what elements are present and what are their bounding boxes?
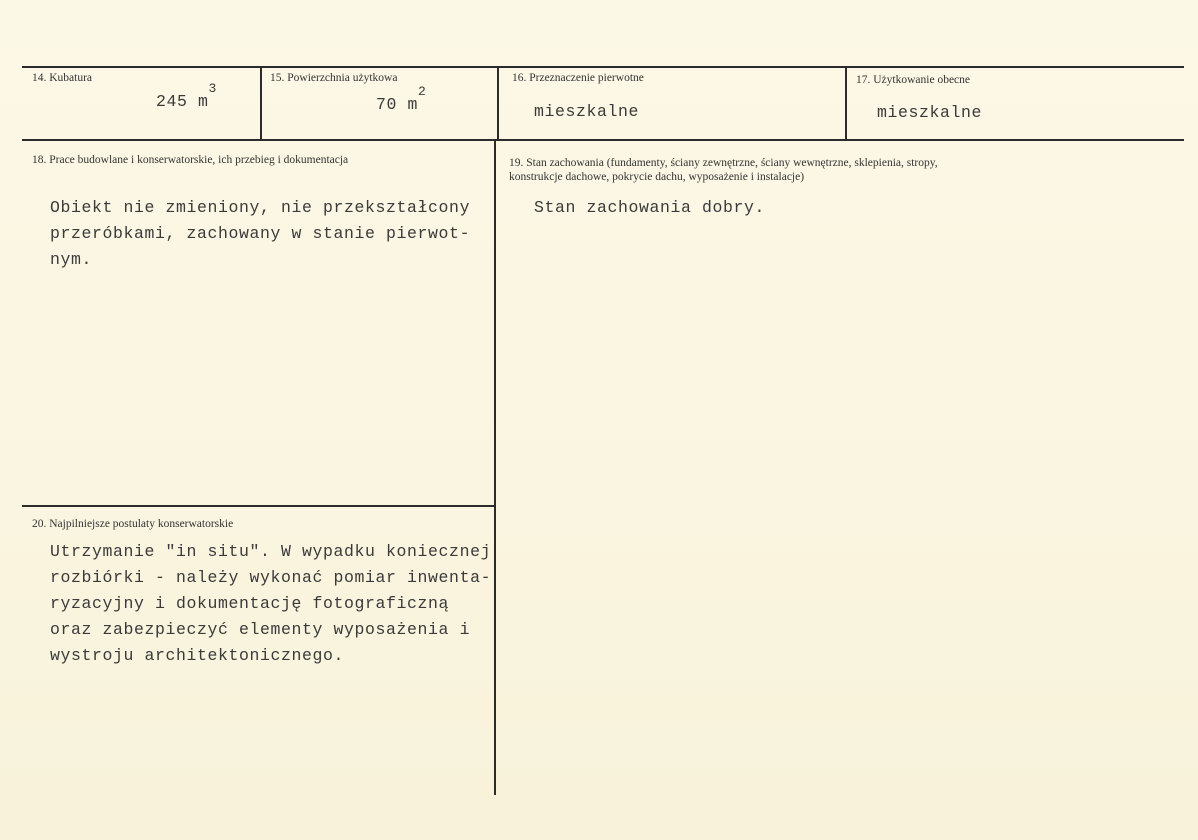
field-20-line: wystroju architektonicznego. xyxy=(50,646,345,665)
field-20-line: rozbiórki - należy wykonać pomiar inwenta- xyxy=(50,568,492,587)
field-14-value xyxy=(156,81,217,111)
field-19-value: Stan zachowania dobry. xyxy=(534,198,766,217)
field-15-label: 15. Powierzchnia użytkowa xyxy=(270,72,398,84)
field-20-line: ryzacyjny i dokumentację fotograficzną xyxy=(50,594,450,613)
field-20-line: oraz zabezpieczyć elementy wyposażenia i xyxy=(50,620,471,639)
field-17-label: 17. Użytkowanie obecne xyxy=(856,74,971,86)
field-19-label-line2: konstrukcje dachowe, pokrycie dachu, wyposażenie i instalacje) xyxy=(509,171,805,183)
row1-bottom-rule xyxy=(22,139,1184,141)
field-18-line: przeróbkami, zachowany w stanie pierwot- xyxy=(50,224,471,243)
field-15-number: 70 m xyxy=(376,95,419,114)
main-vertical-divider xyxy=(494,140,496,795)
field-19-label-line1: 19. Stan zachowania (fundamenty, ściany zewnętrzne, ściany wewnętrzne, sklepienia, stropy, xyxy=(509,157,938,169)
field-14-exponent: 3 xyxy=(208,81,217,96)
field-16-value: mieszkalne xyxy=(534,102,640,121)
field-14-number: 245 m xyxy=(156,92,209,111)
field-16-label: 16. Przeznaczenie pierwotne xyxy=(512,72,644,84)
field-18-text xyxy=(50,195,470,273)
divider-14-15 xyxy=(260,67,262,140)
field-20-line: Utrzymanie "in situ". W wypadku koniecznej xyxy=(50,542,492,561)
top-rule xyxy=(22,66,1184,68)
field-18-label: 18. Prace budowlane i konserwatorskie, ich przebieg i dokumentacja xyxy=(32,154,349,166)
field-18-line: Obiekt nie zmieniony, nie przekształcony xyxy=(50,198,471,217)
field-17-value: mieszkalne xyxy=(877,103,983,122)
divider-15-16 xyxy=(497,67,499,140)
field-15-exponent: 2 xyxy=(418,84,427,99)
field-18-line: nym. xyxy=(50,250,93,269)
field-15-value xyxy=(376,84,427,114)
field-20-text xyxy=(50,539,491,669)
field-14-label: 14. Kubatura xyxy=(32,72,93,84)
field-20-label: 20. Najpilniejsze postulaty konserwatorskie xyxy=(32,518,234,530)
rule-18-20 xyxy=(22,505,495,507)
divider-16-17 xyxy=(845,67,847,140)
